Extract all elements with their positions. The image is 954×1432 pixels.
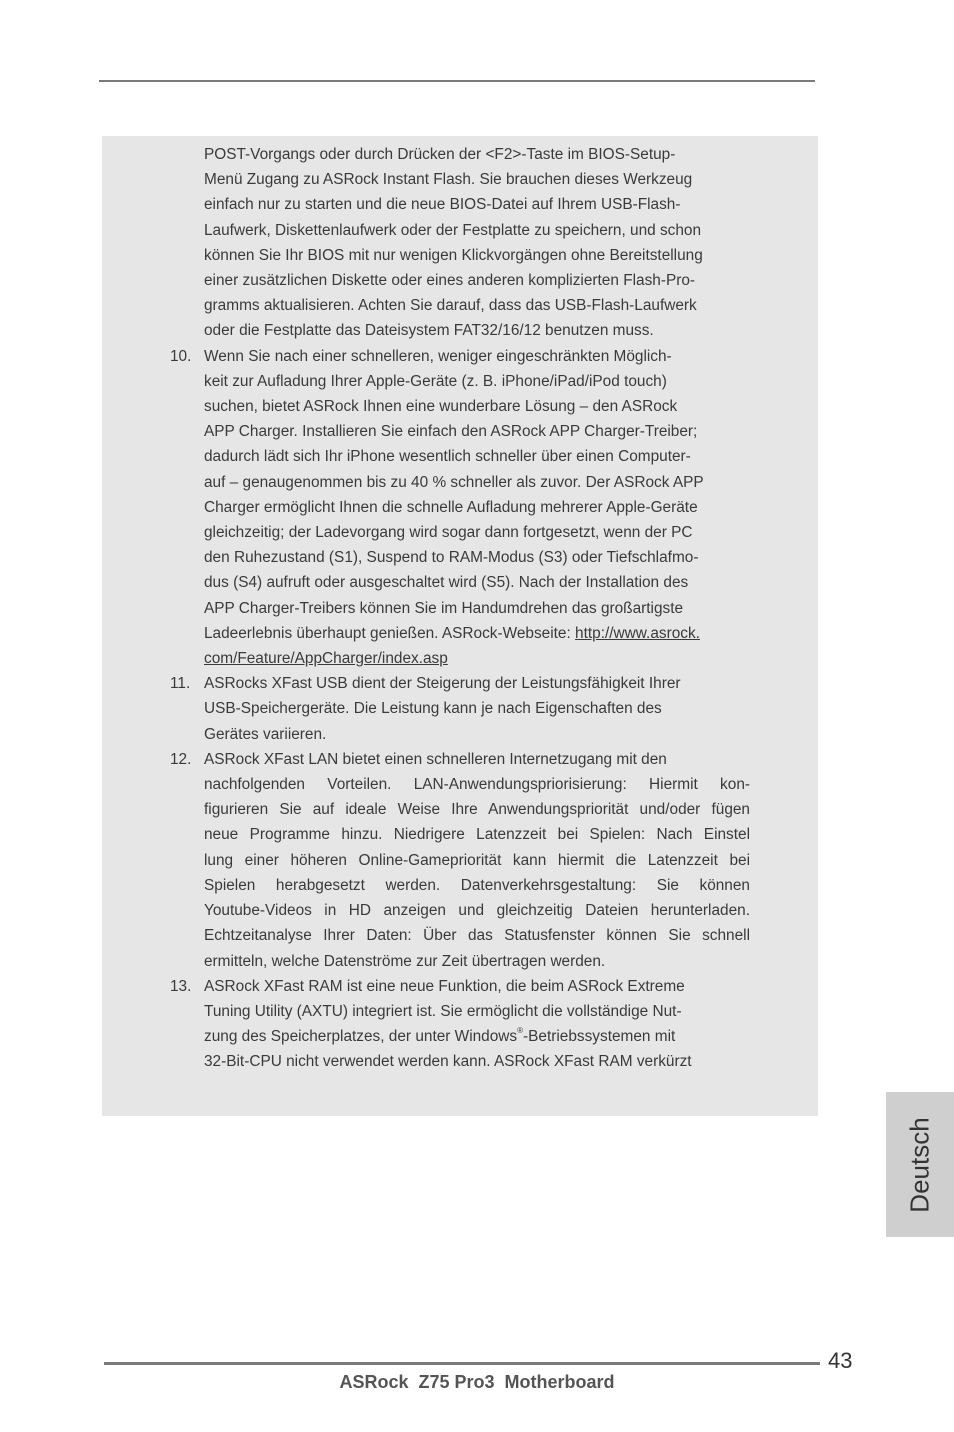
text-line: den Ruhezustand (S1), Suspend to RAM-Modus (S3) oder Tiefschlafmo-	[204, 549, 699, 567]
registered-mark: ®	[517, 1025, 524, 1035]
text-line: oder die Festplatte das Dateisystem FAT32/16/12 benutzen muss.	[204, 322, 654, 340]
list-item-11	[102, 671, 750, 747]
footer-title: ASRock Z75 Pro3 Motherboard	[339, 1372, 615, 1392]
text-line: Echtzeitanalyse Ihrer Daten: Über das Statusfenster können Sie schnell	[204, 927, 750, 945]
list-item-13	[102, 974, 750, 1075]
text-block	[102, 142, 818, 1075]
text-line: ASRock XFast RAM ist eine neue Funktion, die beim ASRock Extreme	[204, 977, 685, 995]
text-line: einfach nur zu starten und die neue BIOS-Datei auf Ihrem USB-Flash-	[204, 196, 681, 214]
text-line: gramms aktualisieren. Achten Sie darauf, dass das USB-Flash-Laufwerk	[204, 297, 697, 315]
text-line: dus (S4) aufruft oder ausgeschaltet wird (S5). Nach der Installation des	[204, 574, 689, 592]
text-line: Youtube-Videos in HD anzeigen und gleichzeitig Dateien herunterladen.	[204, 902, 750, 920]
text-line: Menü Zugang zu ASRock Instant Flash. Sie brauchen dieses Werkzeug	[204, 171, 693, 189]
text-line: Spielen herabgesetzt werden. Datenverkehrsgestaltung: Sie können	[204, 876, 750, 894]
text-line: Tuning Utility (AXTU) integriert ist. Sie ermöglicht die vollständige Nut-	[204, 1002, 682, 1020]
appcharger-link-part2[interactable]: com/Feature/AppCharger/index.asp	[204, 650, 448, 668]
text-fragment: zung des Speicherplatzes, der unter Windows	[204, 1028, 518, 1046]
content-box	[102, 136, 818, 1116]
link-lead-text: Ladeerlebnis überhaupt genießen. ASRock-Webseite:	[204, 624, 576, 642]
text-line: auf – genaugenommen bis zu 40 % schneller als zuvor. Der ASRock APP	[204, 473, 704, 491]
list-item-12	[102, 747, 750, 974]
language-tab	[886, 1092, 954, 1237]
text-line: ASRocks XFast USB dient der Steigerung der Leistungsfähigkeit Ihrer	[204, 675, 681, 693]
list-number: 11.	[170, 675, 191, 693]
text-line: gleichzeitig; der Ladevorgang wird sogar dann fortgesetzt, wenn der PC	[204, 524, 693, 542]
bottom-rule	[104, 1362, 820, 1365]
text-line: 32-Bit-CPU nicht verwendet werden kann. ASRock XFast RAM verkürzt	[204, 1053, 692, 1071]
text-line: ermitteln, welche Datenströme zur Zeit übertragen werden.	[204, 952, 606, 970]
list-item-10	[102, 344, 750, 672]
text-line-link	[204, 646, 750, 671]
text-line	[204, 1024, 750, 1049]
text-line: können Sie Ihr BIOS mit nur wenigen Klickvorgängen ohne Bereitstellung	[204, 246, 703, 264]
text-line: suchen, bietet ASRock Ihnen eine wunderbare Lösung – den ASRock	[204, 398, 678, 416]
text-line: einer zusätzlichen Diskette oder eines anderen komplizierten Flash-Pro-	[204, 272, 696, 290]
list-number: 13.	[170, 977, 192, 995]
text-line: figurieren Sie auf ideale Weise Ihre Anwendungspriorität und/oder fügen	[204, 801, 750, 819]
list-number: 12.	[170, 750, 192, 768]
language-tab-label: Deutsch	[904, 1116, 935, 1213]
text-line: APP Charger. Installieren Sie einfach den ASRock APP Charger-Treiber;	[204, 423, 698, 441]
text-line: Wenn Sie nach einer schnelleren, weniger eingeschränkten Möglich-	[204, 347, 672, 365]
text-line: Laufwerk, Diskettenlaufwerk oder der Festplatte zu speichern, und schon	[204, 221, 702, 239]
text-line: APP Charger-Treibers können Sie im Handumdrehen das großartigste	[204, 599, 684, 617]
text-line: dadurch lädt sich Ihr iPhone wesentlich schneller über einen Computer-	[204, 448, 691, 466]
text-line: Gerätes variieren.	[204, 725, 327, 743]
list-number: 10.	[170, 347, 192, 365]
appcharger-link-part1[interactable]: http://www.asrock.	[575, 624, 700, 642]
text-line: ASRock XFast LAN bietet einen schnelleren Internetzugang mit den	[204, 750, 667, 768]
text-line: USB-Speichergeräte. Die Leistung kann je nach Eigenschaften des	[204, 700, 662, 718]
text-line-with-link	[204, 621, 750, 646]
text-line: nachfolgenden Vorteilen. LAN-Anwendungspriorisierung: Hiermit kon-	[204, 776, 750, 794]
page-number: 43	[828, 1348, 853, 1373]
text-line: POST-Vorgangs oder durch Drücken der <F2>-Taste im BIOS-Setup-	[204, 146, 676, 163]
top-rule	[99, 80, 815, 82]
text-line: lung einer höheren Online-Gamepriorität kann hiermit die Latenzzeit bei	[204, 851, 750, 869]
text-line: neue Programme hinzu. Niedrigere Latenzzeit bei Spielen: Nach Einstel	[204, 826, 750, 844]
text-line: Charger ermöglicht Ihnen die schnelle Aufladung mehrerer Apple-Geräte	[204, 498, 698, 516]
text-line: keit zur Aufladung Ihrer Apple-Geräte (z. B. iPhone/iPad/iPod touch)	[204, 372, 667, 390]
text-fragment: -Betriebssystemen mit	[523, 1028, 676, 1046]
intro-paragraph	[102, 142, 750, 344]
